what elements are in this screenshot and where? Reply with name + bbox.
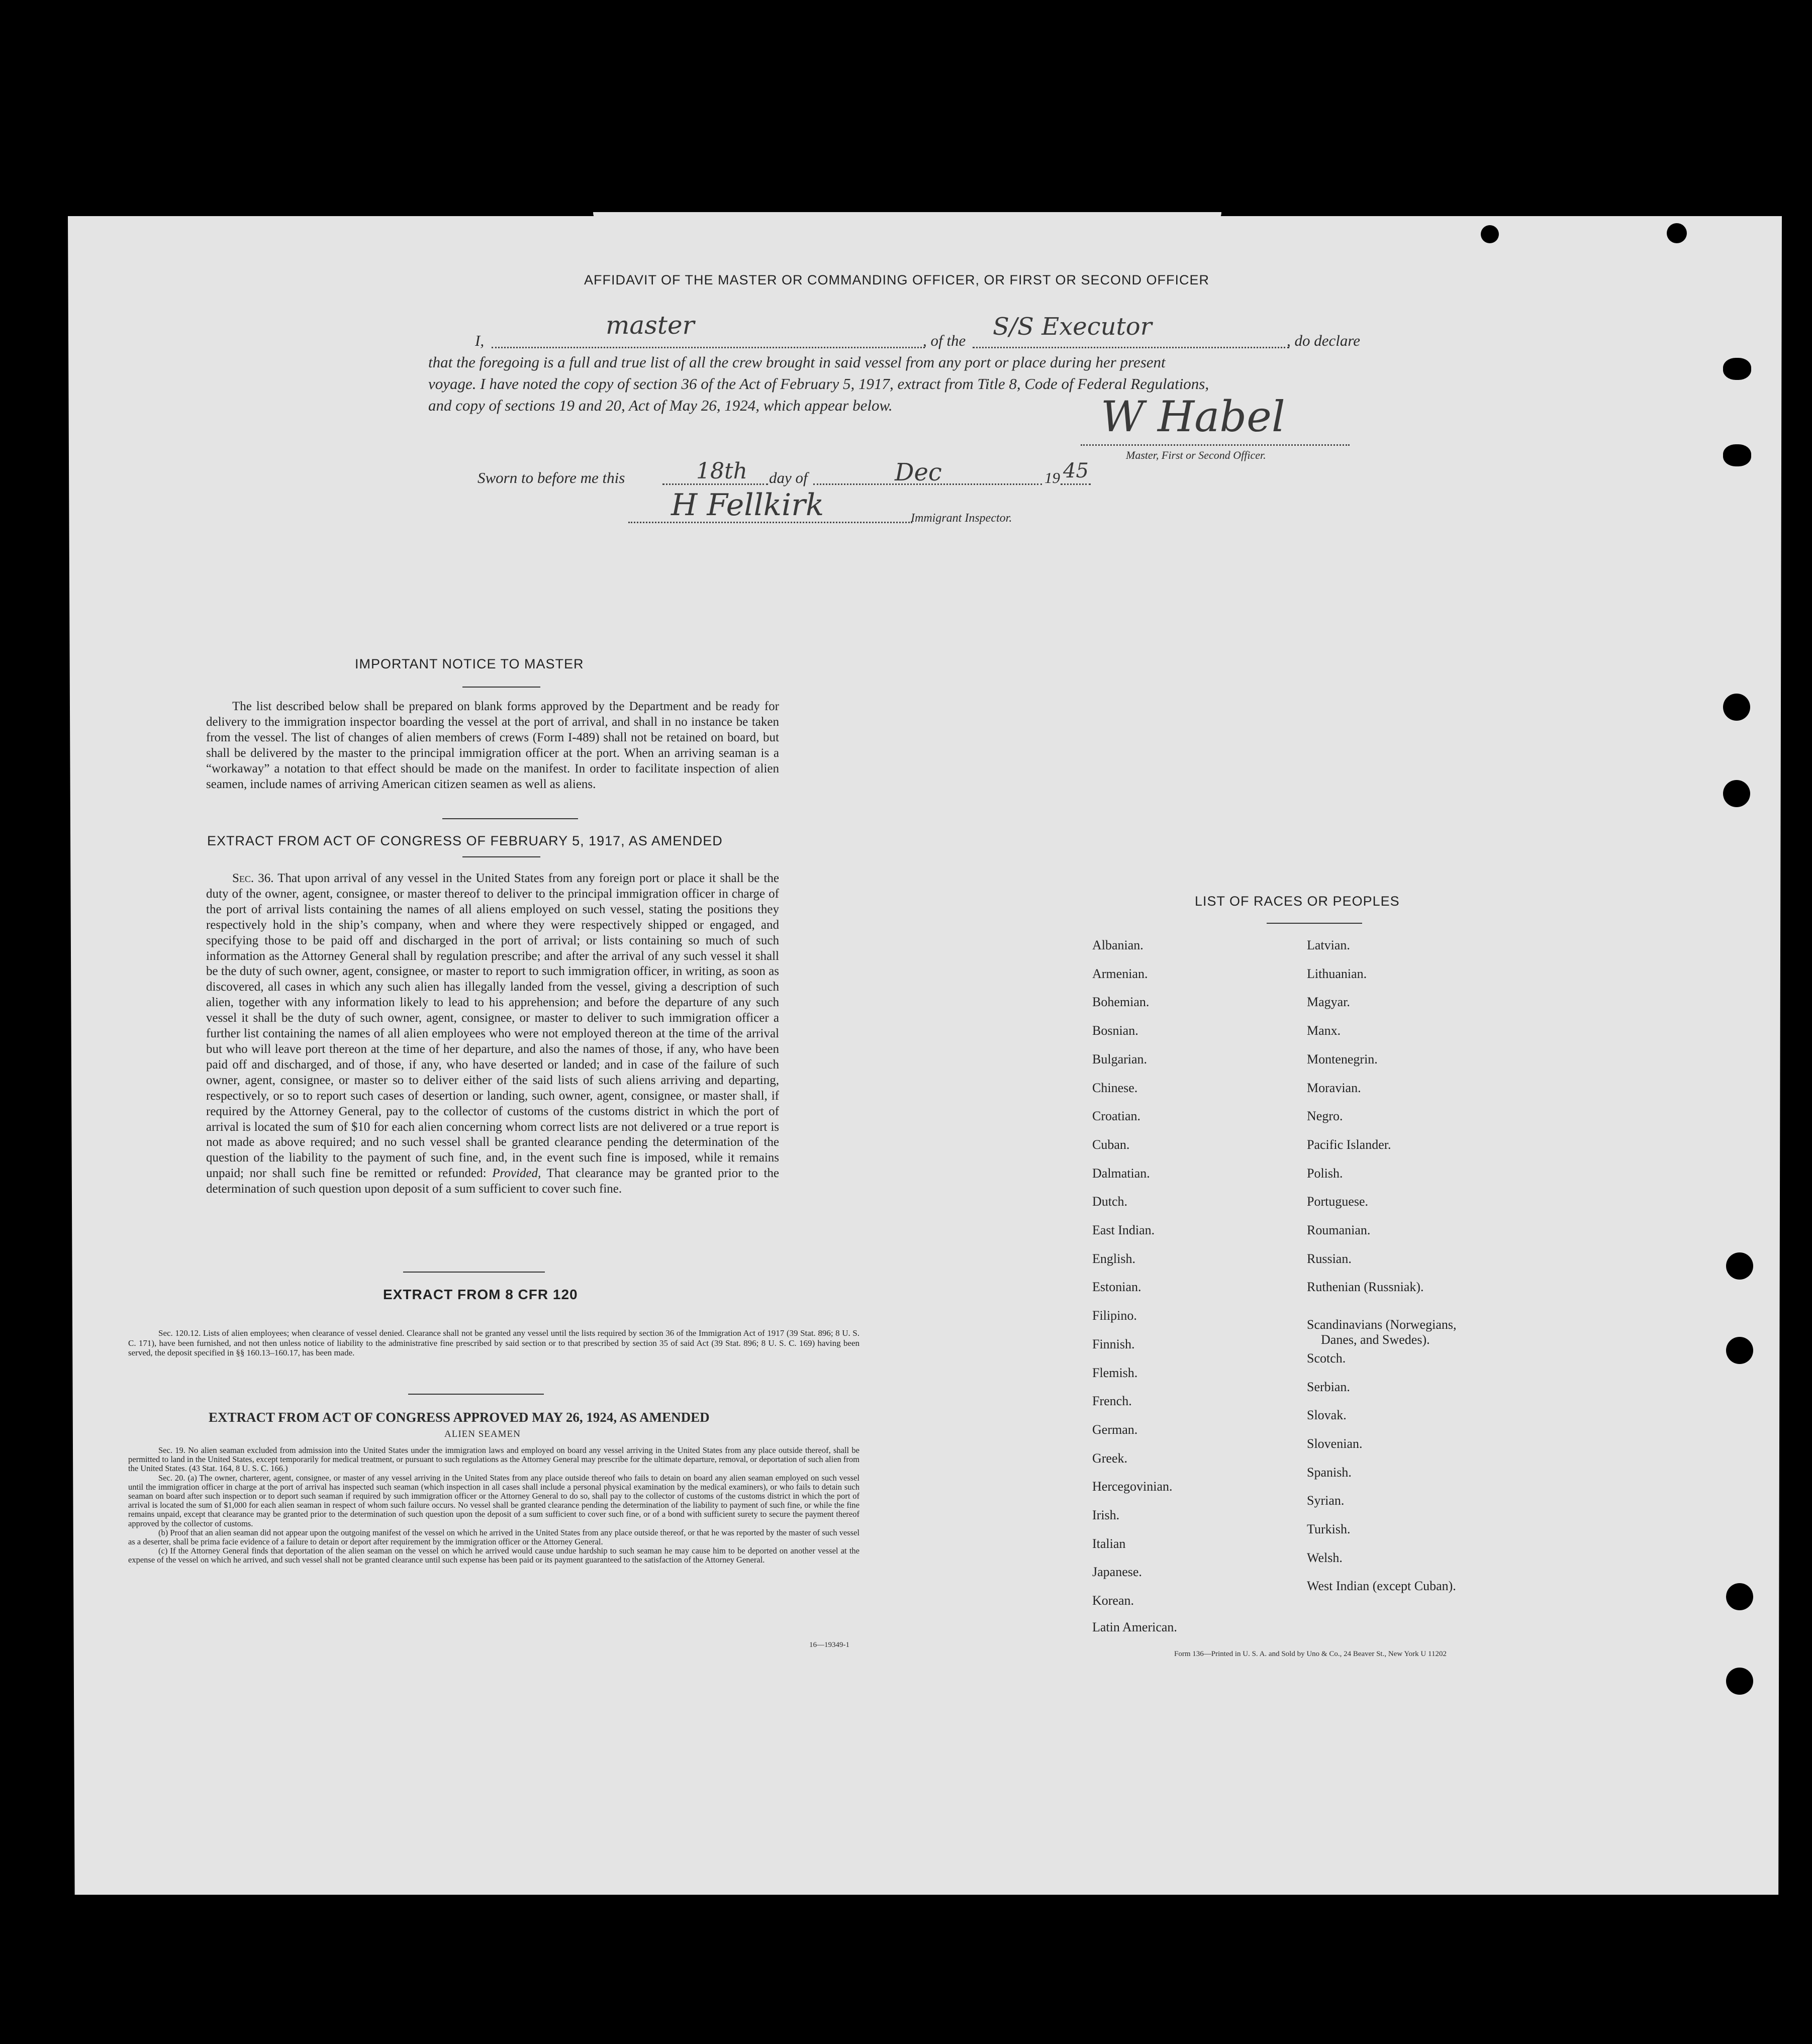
punch-hole-icon [1726,1668,1753,1695]
race-item: Finnish. [1092,1336,1135,1351]
race-item: Albanian. [1092,938,1143,952]
race-item: Bohemian. [1092,995,1150,1010]
extract-1924-body [128,1446,860,1565]
race-item: Korean. [1092,1593,1134,1608]
race-item: Portuguese. [1307,1194,1369,1209]
sec-36-text-end: That clearance may be granted prior to the determination of such question upon deposit of a sum sufficient to cover such fine. [206,1166,779,1196]
race-item: Turkish. [1307,1522,1351,1536]
sec-36-label: Sec. 36. [232,871,274,885]
race-item: Latin American. [1092,1619,1177,1634]
punch-hole-icon [1726,1337,1753,1364]
race-item: Manx. [1307,1023,1341,1038]
cfr-body [128,1328,860,1358]
race-item: Scotch. [1307,1350,1346,1366]
year-handwritten: 45 [1063,459,1089,482]
race-item: Spanish. [1307,1465,1352,1480]
race-item: French. [1092,1394,1132,1409]
race-item: Estonian. [1092,1280,1141,1295]
notice-paragraph: The list described below shall be prepared on blank forms approved by the Department and be ready for delivery to the immigration inspector boarding the vessel at the port of arrival, and shall in no instance be taken from the vessel. The list of changes of alien members of crews (Form I-489) shall not be retained on board, but shall be delivered by the master to the principal immigration officer at the port. When an arriving seaman is a “workaway” a notation to that effect should be made on the manifest. In order to facilitate inspection of alien seamen, include names of arriving American citizen seamen as well as aliens. [206,700,779,791]
cfr-paragraph: Sec. 120.12. Lists of alien employees; when clearance of vessel denied. Clearance shall not be granted any vessel until the lists required by section 36 of the Immigration Act of 1917 (39 Stat. 896; 8 U. S. C. 171), have been furnished, and not then unless notice of liability to the administrative fine prescribed by said section or to that prescribed by section 35 of said Act (39 Stat. 896; 8 U. S. C. 169) having been served, the deposit specified in §§ 160.13–160.17, has been made. [128,1328,860,1357]
affidavit-body-line-2: voyage. I have noted the copy of section 36 of the Act of February 5, 1917, extract from Title 8, Code of Federal Regulations, [428,375,1209,393]
affidavit-body-line-1: that the foregoing is a full and true list of all the crew brought in said vessel from any port or place during her present [428,353,1166,371]
race-item: Italian [1092,1536,1126,1551]
race-item: Montenegrin. [1307,1051,1378,1066]
race-item: Negro. [1307,1109,1343,1124]
race-item: Chinese. [1092,1080,1138,1095]
sec-20b-paragraph: (b) Proof that an alien seaman did not appear upon the outgoing manifest of the vessel on which he arrived in the United States from any place outside thereof, or that he was reported by the master of such vessel as a deserter, shall be prima facie evidence of a failure to detain or deport after requirement by the immigration officer or the Attorney General. [128,1527,860,1547]
race-item: Irish. [1092,1508,1120,1522]
race-item: Polish. [1307,1165,1343,1181]
punch-hole-icon [1481,225,1499,243]
officer-line [492,347,925,348]
races-rule [1267,923,1362,924]
section-rule [442,818,578,819]
affidavit-body-line-3: and copy of sections 19 and 20, Act of May 26, 1924, which appear below. [428,397,893,414]
punch-hole-icon [1723,444,1751,466]
race-item: Magyar. [1307,995,1350,1010]
sec-19-paragraph: Sec. 19. No alien seaman excluded from admission into the United States under the immigration laws and employed on board any vessel arriving in the United States from any place outside thereof, shall be permitted to land in the United States, except temporarily for medical treatment, or pursuant to such regulations as the Attorney General may prescribe for the ultimate departure, removal, or deportation of such alien from the United States. (43 Stat. 164, 8 U. S. C. 166.) [128,1445,860,1474]
inspector-signature: H Fellkirk [671,488,824,523]
sec-20c-paragraph: (c) If the Attorney General finds that deportation of the alien seaman on the vessel on which he arrived would cause undue hardship to such seaman he may cause him to be deported on another vessel at the expense of the vessel on which he arrived, and such vessel shall not be granted clearance until such expense has been paid or its payment guaranteed to the satisfaction of the Attorney General. [128,1546,860,1565]
race-item: Scandinavians (Norwegians, [1307,1317,1457,1332]
officer-handwritten: master [606,311,695,340]
punch-hole-icon [1723,780,1750,807]
notice-rule [462,687,540,688]
race-item: Pacific Islander. [1307,1137,1391,1152]
race-item: Russian. [1307,1251,1352,1266]
race-item: Cuban. [1092,1137,1130,1152]
race-item: Hercegovinian. [1092,1479,1173,1494]
notice-body [206,699,779,792]
race-item: Armenian. [1092,966,1148,981]
day-of-label: day of [769,469,808,486]
punch-hole-icon [1726,1252,1753,1280]
race-item: West Indian (except Cuban). [1307,1579,1456,1594]
race-item: Ruthenian (Russniak). [1307,1280,1424,1295]
punch-hole-icon [1723,358,1751,380]
race-item: Latvian. [1307,938,1350,952]
race-item: Slovenian. [1307,1436,1363,1451]
year-line [1061,483,1091,485]
punch-hole-icon [1723,694,1750,721]
affidavit-i-label: I, [475,332,485,349]
race-item: English. [1092,1251,1135,1266]
race-item: Greek. [1092,1450,1128,1466]
extract-1924-title: EXTRACT FROM ACT OF CONGRESS APPROVED MAY 26, 1924, AS AMENDED [209,1410,710,1425]
race-item: Filipino. [1092,1308,1137,1323]
race-item: German. [1092,1422,1138,1437]
punch-hole-icon [1726,1583,1753,1610]
inspector-caption: Immigrant Inspector. [911,512,1012,525]
race-item: Serbian. [1307,1379,1350,1394]
punch-hole-icon [1667,223,1687,243]
race-item: Flemish. [1092,1365,1138,1380]
day-handwritten: 18th [696,458,748,484]
race-item: Roumanian. [1307,1223,1371,1237]
affidavit-title: AFFIDAVIT OF THE MASTER OR COMMANDING OFFICER, OR FIRST OR SECOND OFFICER [584,272,1210,287]
year-prefix: 19 [1044,469,1060,486]
of-the-label: , of the [923,332,966,349]
sheet-top-tab [593,212,1221,226]
race-item: Welsh. [1307,1550,1343,1565]
signature-line [1081,444,1350,446]
race-item: Dutch. [1092,1194,1128,1209]
month-handwritten: Dec [895,458,942,486]
provided-label: Provided, [492,1166,541,1181]
races-title: LIST OF RACES OR PEOPLES [1195,894,1400,909]
declare-label: , do declare [1287,332,1361,349]
notice-title: IMPORTANT NOTICE TO MASTER [355,656,584,671]
race-item: Japanese. [1092,1565,1142,1580]
race-item: Slovak. [1307,1408,1347,1423]
sworn-label: Sworn to before me this [478,469,625,486]
extract-1917-rule [462,856,540,857]
race-item: Bosnian. [1092,1023,1138,1038]
vessel-line [973,347,1289,348]
form-code: 16—19349-1 [809,1641,849,1649]
race-item: Dalmatian. [1092,1165,1150,1181]
race-item: Lithuanian. [1307,966,1367,981]
section-rule [408,1394,544,1395]
sec-36-text: That upon arrival of any vessel in the United States from any foreign port or place it shall be the duty of the owner, agent, consignee, or master thereof to deliver to the principal immigration officer in charge of the port of arrival lists containing the names of all aliens employed on such vessel, stating the positions they respectively hold in the ship’s company, when and where they were respectively shipped or engaged, and specifying those to be paid off and discharged in the port of arrival; or lists containing so much of such information as the Attorney General shall by regulation prescribe; and after the arrival of any such vessel it shall be the duty of such owner, agent, consignee, or master to report to such immigration officer, in writing, as soon as discovered, all cases in which any such alien has illegally landed from the vessel, giving a description of such alien, together with any information likely to lead to his apprehension; and before the departure of any such vessel it shall be the duty of such owner, agent, consignee, or master to deliver to such immigration officer a further list containing the names of all alien employees who were not employed thereon at the time of the arrival but who will leave port thereon at the time of her departure, and also the names of those, if any, who have been paid off and discharged, and of those, if any, who have deserted or landed; and in case of the failure of such owner, agent, consignee, or master so to deliver either of the said lists of such aliens arriving and departing, respectively, or so to report such cases of desertion or landing, such owner, agent, consignee, or master shall, if required by the Attorney General, pay to the collector of customs of the customs district in which the port of arrival is located the sum of $10 for each alien concerning whom correct lists are not delivered or a true report is not made as above required; and no such vessel shall be granted clearance pending the determination of the question of the liability to the payment of such fine, and, in the event such fine is imposed, while it remains unpaid; nor shall such fine be remitted or refunded: [206,871,779,1181]
race-item: Moravian. [1307,1080,1361,1095]
extract-1917-body [206,871,779,1197]
race-item: Danes, and Swedes). [1321,1332,1430,1347]
sec-20a-paragraph: Sec. 20. (a) The owner, charterer, agent, consignee, or master of any vessel arriving in the United States from any place outside thereof who fails to detain on board any alien seaman employed on such vessel until the immigration officer in charge at the port of arrival has inspected such seaman (which inspection in all cases shall include a personal physical examination by the medical examiners), or who fails to detain such seaman on board after such inspection or to deport such seaman if required by such immigration officer or the Attorney General to do so, shall pay to the collector of customs of the customs district in which the port of arrival is located the sum of $1,000 for each alien seaman in respect of whom such failure occurs. No vessel shall be granted clearance pending the determination of the liability to payment of such fine, or while the fine remains unpaid, except that clearance may be granted prior to the determination of such question upon the deposit of a sum sufficient to cover such fine, or of a bond with sufficient surety to secure the payment thereof approved by the collector of customs. [128,1473,860,1528]
vessel-handwritten: S/S Executor [993,313,1152,341]
race-item: Syrian. [1307,1493,1345,1508]
race-item: East Indian. [1092,1223,1155,1237]
signature-caption: Master, First or Second Officer. [1126,449,1266,461]
extract-1917-title: EXTRACT FROM ACT OF CONGRESS OF FEBRUARY 5, 1917, AS AMENDED [207,833,723,848]
race-item: Croatian. [1092,1109,1141,1124]
extract-1924-subtitle: ALIEN SEAMEN [444,1429,521,1439]
master-signature: W Habel [1101,392,1285,441]
printer-footer: Form 136—Printed in U. S. A. and Sold by Uno & Co., 24 Beaver St., New York U 11202 [1174,1650,1447,1658]
cfr-title: EXTRACT FROM 8 CFR 120 [383,1287,578,1302]
race-item: Bulgarian. [1092,1051,1148,1066]
section-rule [403,1272,545,1273]
